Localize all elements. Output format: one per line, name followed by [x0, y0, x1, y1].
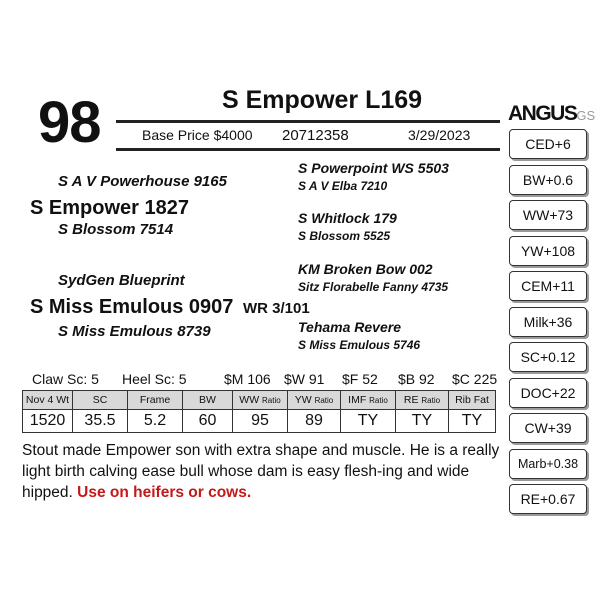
epd-re: RE+0.67	[509, 484, 587, 514]
dam-sire: SydGen Blueprint	[58, 272, 185, 289]
angus-logo-text: ANGUS	[508, 102, 577, 125]
table-header-row	[23, 391, 496, 410]
dam-dam-sire: Tehama Revere	[298, 319, 401, 335]
epd-cw: CW+39	[509, 413, 587, 443]
dam: S Miss Emulous 0907	[30, 296, 234, 318]
header-imf: IMF Ratio	[341, 391, 396, 410]
sire: S Empower 1827	[30, 197, 189, 219]
sire-dam-sire: S Whitlock 179	[298, 210, 397, 226]
header-nov-wt: Nov 4 Wt	[23, 391, 73, 410]
header-frame: Frame	[128, 391, 183, 410]
epd-sc: SC+0.12	[509, 342, 587, 372]
angus-logo-suffix: GS	[576, 108, 596, 123]
wr-ratio: WR 3/101	[243, 300, 310, 317]
table-row	[23, 410, 496, 433]
cell-bw: 60	[183, 410, 233, 433]
header-yw: YW Ratio	[288, 391, 341, 410]
sire-sire: S A V Powerhouse 9165	[58, 173, 227, 190]
base-price: Base Price $4000	[142, 127, 253, 143]
header-bw: BW	[183, 391, 233, 410]
index-f: $F 52	[342, 371, 378, 387]
sire-sire-dam: S A V Elba 7210	[298, 179, 388, 193]
dam-dam-dam: S Miss Emulous 5746	[298, 338, 421, 352]
performance-table	[22, 390, 496, 433]
index-m: $M 106	[224, 371, 271, 387]
dam-sire-dam: Sitz Florabelle Fanny 4735	[298, 280, 449, 294]
epd-ced: CED+6	[509, 129, 587, 159]
description	[22, 440, 500, 503]
header-re: RE Ratio	[396, 391, 449, 410]
header-rib-fat: Rib Fat	[449, 391, 496, 410]
title-rule-top	[116, 120, 500, 123]
lot-number: 98	[38, 90, 101, 155]
header-ww: WW Ratio	[233, 391, 288, 410]
cell-imf: TY	[341, 410, 396, 433]
registration-number: 20712358	[282, 127, 349, 144]
sire-sire-sire: S Powerpoint WS 5503	[298, 160, 449, 176]
epd-ww: WW+73	[509, 200, 587, 230]
cell-re: TY	[396, 410, 449, 433]
dam-dam: S Miss Emulous 8739	[58, 323, 211, 340]
epd-doc: DOC+22	[509, 378, 587, 408]
epd-marb: Marb+0.38	[509, 449, 587, 479]
animal-name: S Empower L169	[222, 86, 423, 114]
title-rule-bottom	[116, 148, 500, 151]
epd-bw: BW+0.6	[509, 165, 587, 195]
epd-column	[509, 129, 587, 520]
index-b: $B 92	[398, 371, 435, 387]
header-sc: SC	[73, 391, 128, 410]
cell-nov-wt: 1520	[23, 410, 73, 433]
cell-yw: 89	[288, 410, 341, 433]
angus-logo	[508, 103, 595, 124]
heel-score: Heel Sc: 5	[122, 371, 187, 387]
description-text: Stout made Empower son with extra shape and muscle. He is a really light birth calving ease bull whose dam is easy flesh-ing and wide hipped.	[22, 442, 500, 501]
epd-yw: YW+108	[509, 236, 587, 266]
cell-ww: 95	[233, 410, 288, 433]
epd-milk: Milk+36	[509, 307, 587, 337]
dam-sire-sire: KM Broken Bow 002	[298, 261, 433, 277]
epd-cem: CEM+11	[509, 271, 587, 301]
index-w: $W 91	[284, 371, 325, 387]
claw-score: Claw Sc: 5	[32, 371, 99, 387]
sire-dam-dam: S Blossom 5525	[298, 229, 391, 243]
description-highlight: Use on heifers or cows.	[77, 484, 252, 501]
birth-date: 3/29/2023	[408, 127, 471, 143]
cell-sc: 35.5	[73, 410, 128, 433]
index-c: $C 225	[452, 371, 498, 387]
sire-dam: S Blossom 7514	[58, 221, 174, 238]
cell-rib-fat: TY	[449, 410, 496, 433]
cell-frame: 5.2	[128, 410, 183, 433]
